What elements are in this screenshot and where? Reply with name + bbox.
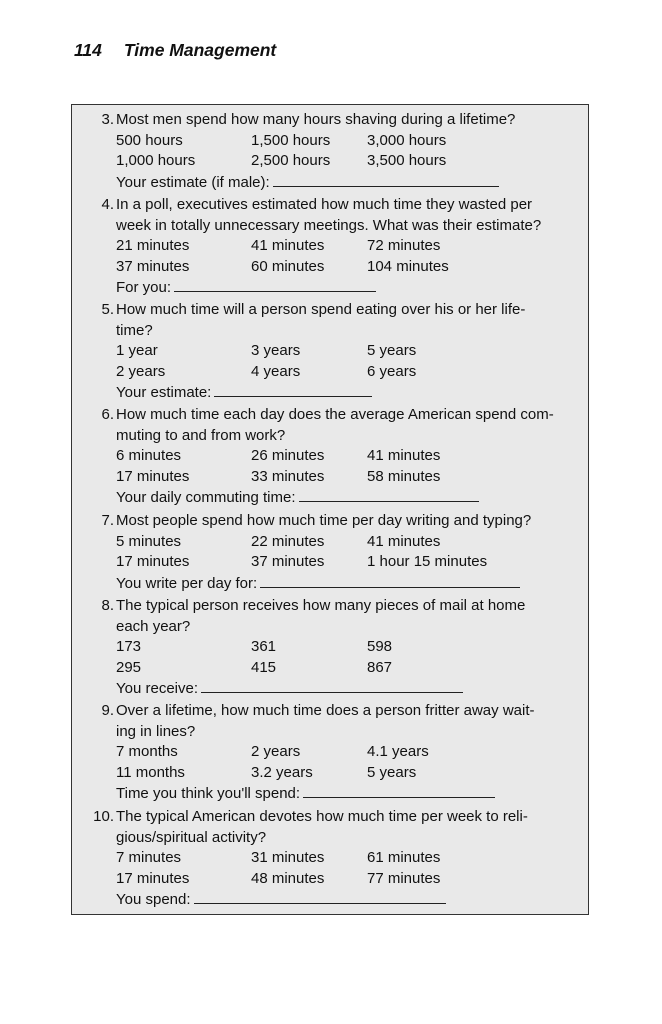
option-row xyxy=(116,341,588,362)
question-text: week in totally unnecessary meetings. What was their estimate? xyxy=(116,216,542,234)
answer-label: You write per day for: xyxy=(116,574,258,592)
question-10 xyxy=(72,807,588,911)
question-5 xyxy=(72,300,588,404)
option-row xyxy=(116,236,588,257)
answer-label: You spend: xyxy=(116,891,191,908)
answer-option: 11 months xyxy=(116,763,185,781)
running-head xyxy=(74,40,276,61)
option-row xyxy=(116,532,588,553)
answer-label: For you: xyxy=(116,279,172,296)
question-3 xyxy=(72,110,588,193)
answer-option: 4.1 years xyxy=(367,743,429,760)
answer-option: 500 hours xyxy=(116,131,183,149)
question-6 xyxy=(72,405,588,509)
answer-option: 1,500 hours xyxy=(251,131,331,149)
question-number: 9. xyxy=(101,702,114,719)
answer-line xyxy=(116,678,588,700)
option-row xyxy=(116,257,588,278)
question-text: Most men spend how many hours shaving during a lifetime? xyxy=(116,111,516,128)
option-row xyxy=(116,467,588,488)
question-number: 6. xyxy=(101,406,114,423)
answer-line xyxy=(116,783,588,805)
answer-option: 58 minutes xyxy=(367,467,441,485)
question-number: 5. xyxy=(101,301,114,318)
answer-line xyxy=(116,382,588,404)
answer-option: 41 minutes xyxy=(367,532,441,550)
answer-option: 17 minutes xyxy=(116,869,190,887)
option-row xyxy=(116,362,588,383)
question-text: The typical person receives how many pieces of mail at home xyxy=(116,597,526,614)
answer-option: 4 years xyxy=(251,362,301,380)
answer-line xyxy=(116,487,588,509)
answer-line xyxy=(116,889,588,911)
answer-option: 2 years xyxy=(251,743,301,760)
answer-option: 598 xyxy=(367,638,393,655)
answer-option: 61 minutes xyxy=(367,849,441,866)
page-number: 114 xyxy=(74,40,102,60)
option-row xyxy=(116,763,588,784)
answer-option: 60 minutes xyxy=(251,257,325,275)
answer-option: 41 minutes xyxy=(251,237,325,254)
answer-option: 22 minutes xyxy=(251,532,325,550)
answer-option: 48 minutes xyxy=(251,869,325,887)
answer-blank[interactable] xyxy=(174,277,376,292)
answer-label: Time you think you'll spend: xyxy=(116,785,301,802)
answer-blank[interactable] xyxy=(260,573,520,588)
answer-label: Your daily commuting time: xyxy=(116,489,296,506)
answer-option: 26 minutes xyxy=(251,447,325,464)
option-row xyxy=(116,848,588,869)
answer-option: 173 xyxy=(116,638,142,655)
option-row xyxy=(116,552,588,573)
option-row xyxy=(116,742,588,763)
answer-option: 5 years xyxy=(367,342,417,359)
answer-blank[interactable] xyxy=(194,889,446,904)
question-8 xyxy=(72,596,588,700)
answer-option: 37 minutes xyxy=(251,553,325,570)
question-text: How much time each day does the average American spend com- xyxy=(116,406,554,423)
answer-blank[interactable] xyxy=(273,172,499,187)
answer-option: 2,500 hours xyxy=(251,152,331,169)
quiz-box xyxy=(71,104,589,915)
answer-option: 104 minutes xyxy=(367,257,449,275)
answer-option: 17 minutes xyxy=(116,553,190,570)
question-text: The typical American devotes how much time per week to reli- xyxy=(116,808,528,825)
answer-line xyxy=(116,277,588,299)
answer-option: 415 xyxy=(251,658,277,676)
answer-option: 41 minutes xyxy=(367,447,441,464)
question-4 xyxy=(72,195,588,299)
answer-blank[interactable] xyxy=(303,783,495,798)
answer-blank[interactable] xyxy=(201,678,463,693)
question-text: each year? xyxy=(116,617,191,635)
answer-label: Your estimate (if male): xyxy=(116,173,270,191)
answer-option: 867 xyxy=(367,658,393,676)
chapter-title: Time Management xyxy=(123,40,277,60)
answer-option: 7 months xyxy=(116,743,178,760)
answer-option: 33 minutes xyxy=(251,467,325,485)
question-text: Over a lifetime, how much time does a person fritter away wait- xyxy=(116,702,535,719)
answer-option: 6 minutes xyxy=(116,447,182,464)
answer-option: 2 years xyxy=(116,362,166,380)
question-7 xyxy=(72,511,588,594)
answer-blank[interactable] xyxy=(299,487,479,502)
answer-option: 6 years xyxy=(367,362,417,380)
answer-line xyxy=(116,172,588,194)
option-row xyxy=(116,658,588,679)
answer-option: 77 minutes xyxy=(367,869,441,887)
answer-option: 7 minutes xyxy=(116,849,182,866)
question-number: 10. xyxy=(93,808,114,825)
answer-option: 5 minutes xyxy=(116,532,182,550)
option-row xyxy=(116,151,588,172)
answer-option: 1 hour 15 minutes xyxy=(367,553,488,570)
question-9 xyxy=(72,701,588,805)
answer-option: 37 minutes xyxy=(116,257,190,275)
answer-label: You receive: xyxy=(116,680,199,697)
option-row xyxy=(116,446,588,467)
question-text: ing in lines? xyxy=(116,722,196,740)
answer-option: 21 minutes xyxy=(116,237,190,254)
answer-label: Your estimate: xyxy=(116,384,212,401)
answer-option: 31 minutes xyxy=(251,849,325,866)
answer-option: 361 xyxy=(251,638,277,655)
question-text: How much time will a person spend eating over his or her life- xyxy=(116,301,526,318)
question-text: In a poll, executives estimated how much time they wasted per xyxy=(116,196,533,213)
answer-line xyxy=(116,573,588,595)
answer-option: 72 minutes xyxy=(367,237,441,254)
answer-option: 3.2 years xyxy=(251,763,313,781)
answer-option: 3 years xyxy=(251,342,301,359)
answer-blank[interactable] xyxy=(214,382,372,397)
answer-option: 1,000 hours xyxy=(116,152,196,169)
question-text: gious/spiritual activity? xyxy=(116,828,267,846)
answer-option: 3,500 hours xyxy=(367,152,447,169)
option-row xyxy=(116,131,588,152)
question-number: 4. xyxy=(101,196,114,213)
question-text: time? xyxy=(116,321,153,339)
option-row xyxy=(116,637,588,658)
question-number: 3. xyxy=(101,111,114,128)
question-number: 8. xyxy=(101,597,114,614)
answer-option: 5 years xyxy=(367,763,417,781)
answer-option: 3,000 hours xyxy=(367,131,447,149)
question-number: 7. xyxy=(101,512,114,529)
question-text: muting to and from work? xyxy=(116,426,286,444)
answer-option: 1 year xyxy=(116,342,158,359)
answer-option: 17 minutes xyxy=(116,467,190,485)
question-text: Most people spend how much time per day writing and typing? xyxy=(116,512,532,529)
answer-option: 295 xyxy=(116,658,142,676)
option-row xyxy=(116,869,588,890)
